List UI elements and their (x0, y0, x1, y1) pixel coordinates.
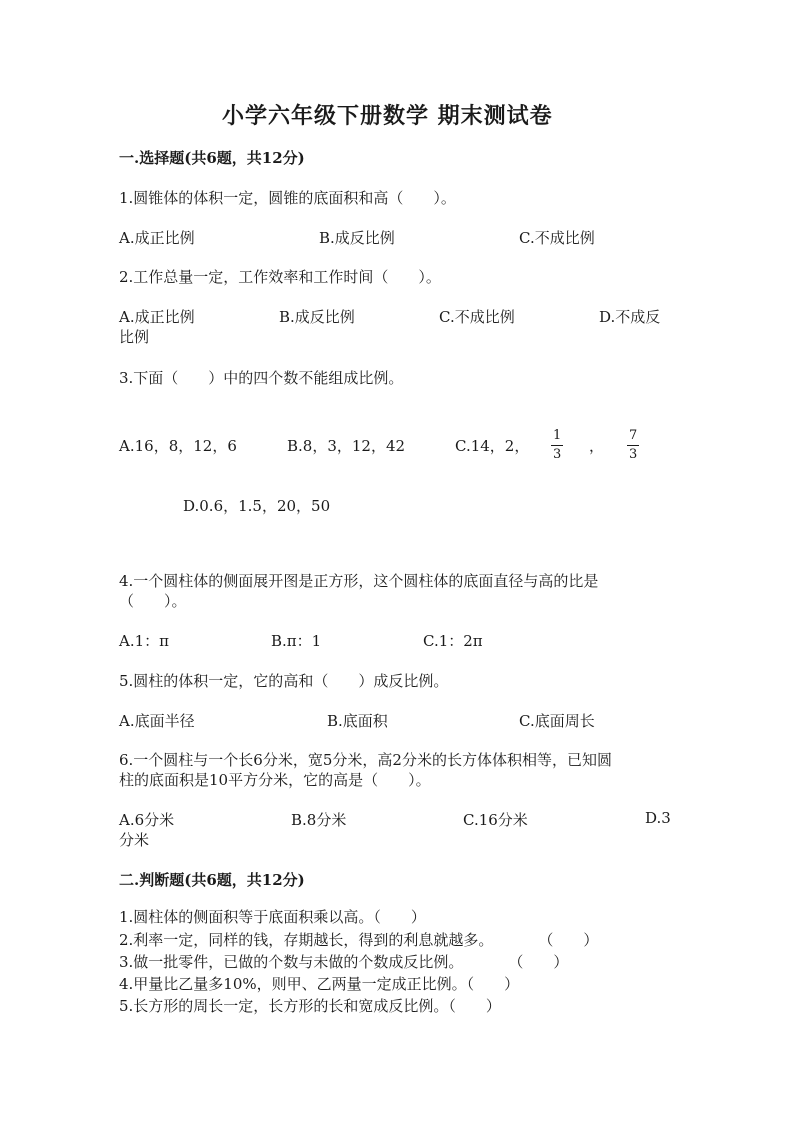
question-3-comma: ， (589, 437, 605, 455)
question-6-stem-line2: 柱的底面积是10平方分米，它的高是（ ）。 (119, 771, 431, 789)
judge-item-5: 5.长方形的周长一定，长方形的长和宽成反比例。（ ） (119, 997, 501, 1015)
question-3-option-b: B.8，3，12，42 (287, 437, 406, 455)
judge-item-4: 4.甲量比乙量多10%，则甲、乙两量一定成正比例。（ ） (119, 975, 520, 993)
question-2-option-d: D.不成反 (599, 308, 661, 326)
judge-item-2: 2.利率一定，同样的钱，存期越长，得到的利息就越多。 （ ） (119, 931, 599, 949)
question-3-fraction-2 (627, 429, 639, 462)
fraction-2-numerator: 7 (629, 428, 638, 443)
question-2-option-d-wrap: 比例 (119, 328, 150, 346)
question-6-option-c: C.16分米 (463, 811, 528, 829)
question-4-stem: 4.一个圆柱体的侧面展开图是正方形，这个圆柱体的底面直径与高的比是 (119, 572, 599, 590)
page-title: 小学六年级下册数学 期末测试卷 (222, 103, 553, 129)
question-5-option-b: B.底面积 (327, 712, 388, 730)
question-2-option-a: A.成正比例 (119, 308, 195, 326)
question-1-option-a: A.成正比例 (119, 229, 195, 247)
section-1-header: 一.选择题(共6题，共12分) (119, 149, 305, 167)
question-3-option-c: C.14，2， (455, 437, 530, 455)
question-3-stem: 3.下面（ ）中的四个数不能组成比例。 (119, 369, 404, 387)
fraction-2-denominator: 3 (629, 447, 638, 462)
question-5-stem: 5.圆柱的体积一定，它的高和（ ）成反比例。 (119, 672, 449, 690)
fraction-1-numerator: 1 (553, 428, 562, 443)
question-6-option-d: D.3 (645, 809, 671, 827)
question-4-option-b: B.π：1 (271, 632, 322, 650)
question-1-stem: 1.圆锥体的体积一定，圆锥的底面积和高（ ）。 (119, 189, 456, 207)
question-5-option-a: A.底面半径 (119, 712, 195, 730)
question-1-option-b: B.成反比例 (319, 229, 395, 247)
question-5-option-c: C.底面周长 (519, 712, 595, 730)
fraction-2-bar (627, 445, 639, 446)
judge-item-3: 3.做一批零件，已做的个数与未做的个数成反比例。 （ ） (119, 953, 569, 971)
section-2-header: 二.判断题(共6题，共12分) (119, 871, 305, 889)
question-4-option-a: A.1：π (119, 632, 170, 650)
question-6-option-d-wrap: 分米 (119, 831, 150, 849)
question-4-stem-line2: （ ）。 (119, 592, 187, 610)
fraction-1-denominator: 3 (553, 447, 562, 462)
question-1-option-c: C.不成比例 (519, 229, 595, 247)
question-3-fraction-1 (551, 429, 563, 462)
question-3-option-d: D.0.6，1.5，20，50 (183, 497, 331, 515)
question-4-option-c: C.1：2π (423, 632, 483, 650)
question-6-option-b: B.8分米 (291, 811, 347, 829)
question-2-option-b: B.成反比例 (279, 308, 355, 326)
question-6-option-a: A.6分米 (119, 811, 175, 829)
question-3-option-a: A.16，8，12，6 (119, 437, 237, 455)
fraction-1-bar (551, 445, 563, 446)
judge-item-1: 1.圆柱体的侧面积等于底面积乘以高。（ ） (119, 908, 426, 926)
question-2-option-c: C.不成比例 (439, 308, 515, 326)
question-6-stem: 6.一个圆柱与一个长6分米，宽5分米，高2分米的长方体体积相等，已知圆 (119, 751, 612, 769)
question-2-stem: 2.工作总量一定，工作效率和工作时间（ ）。 (119, 268, 441, 286)
